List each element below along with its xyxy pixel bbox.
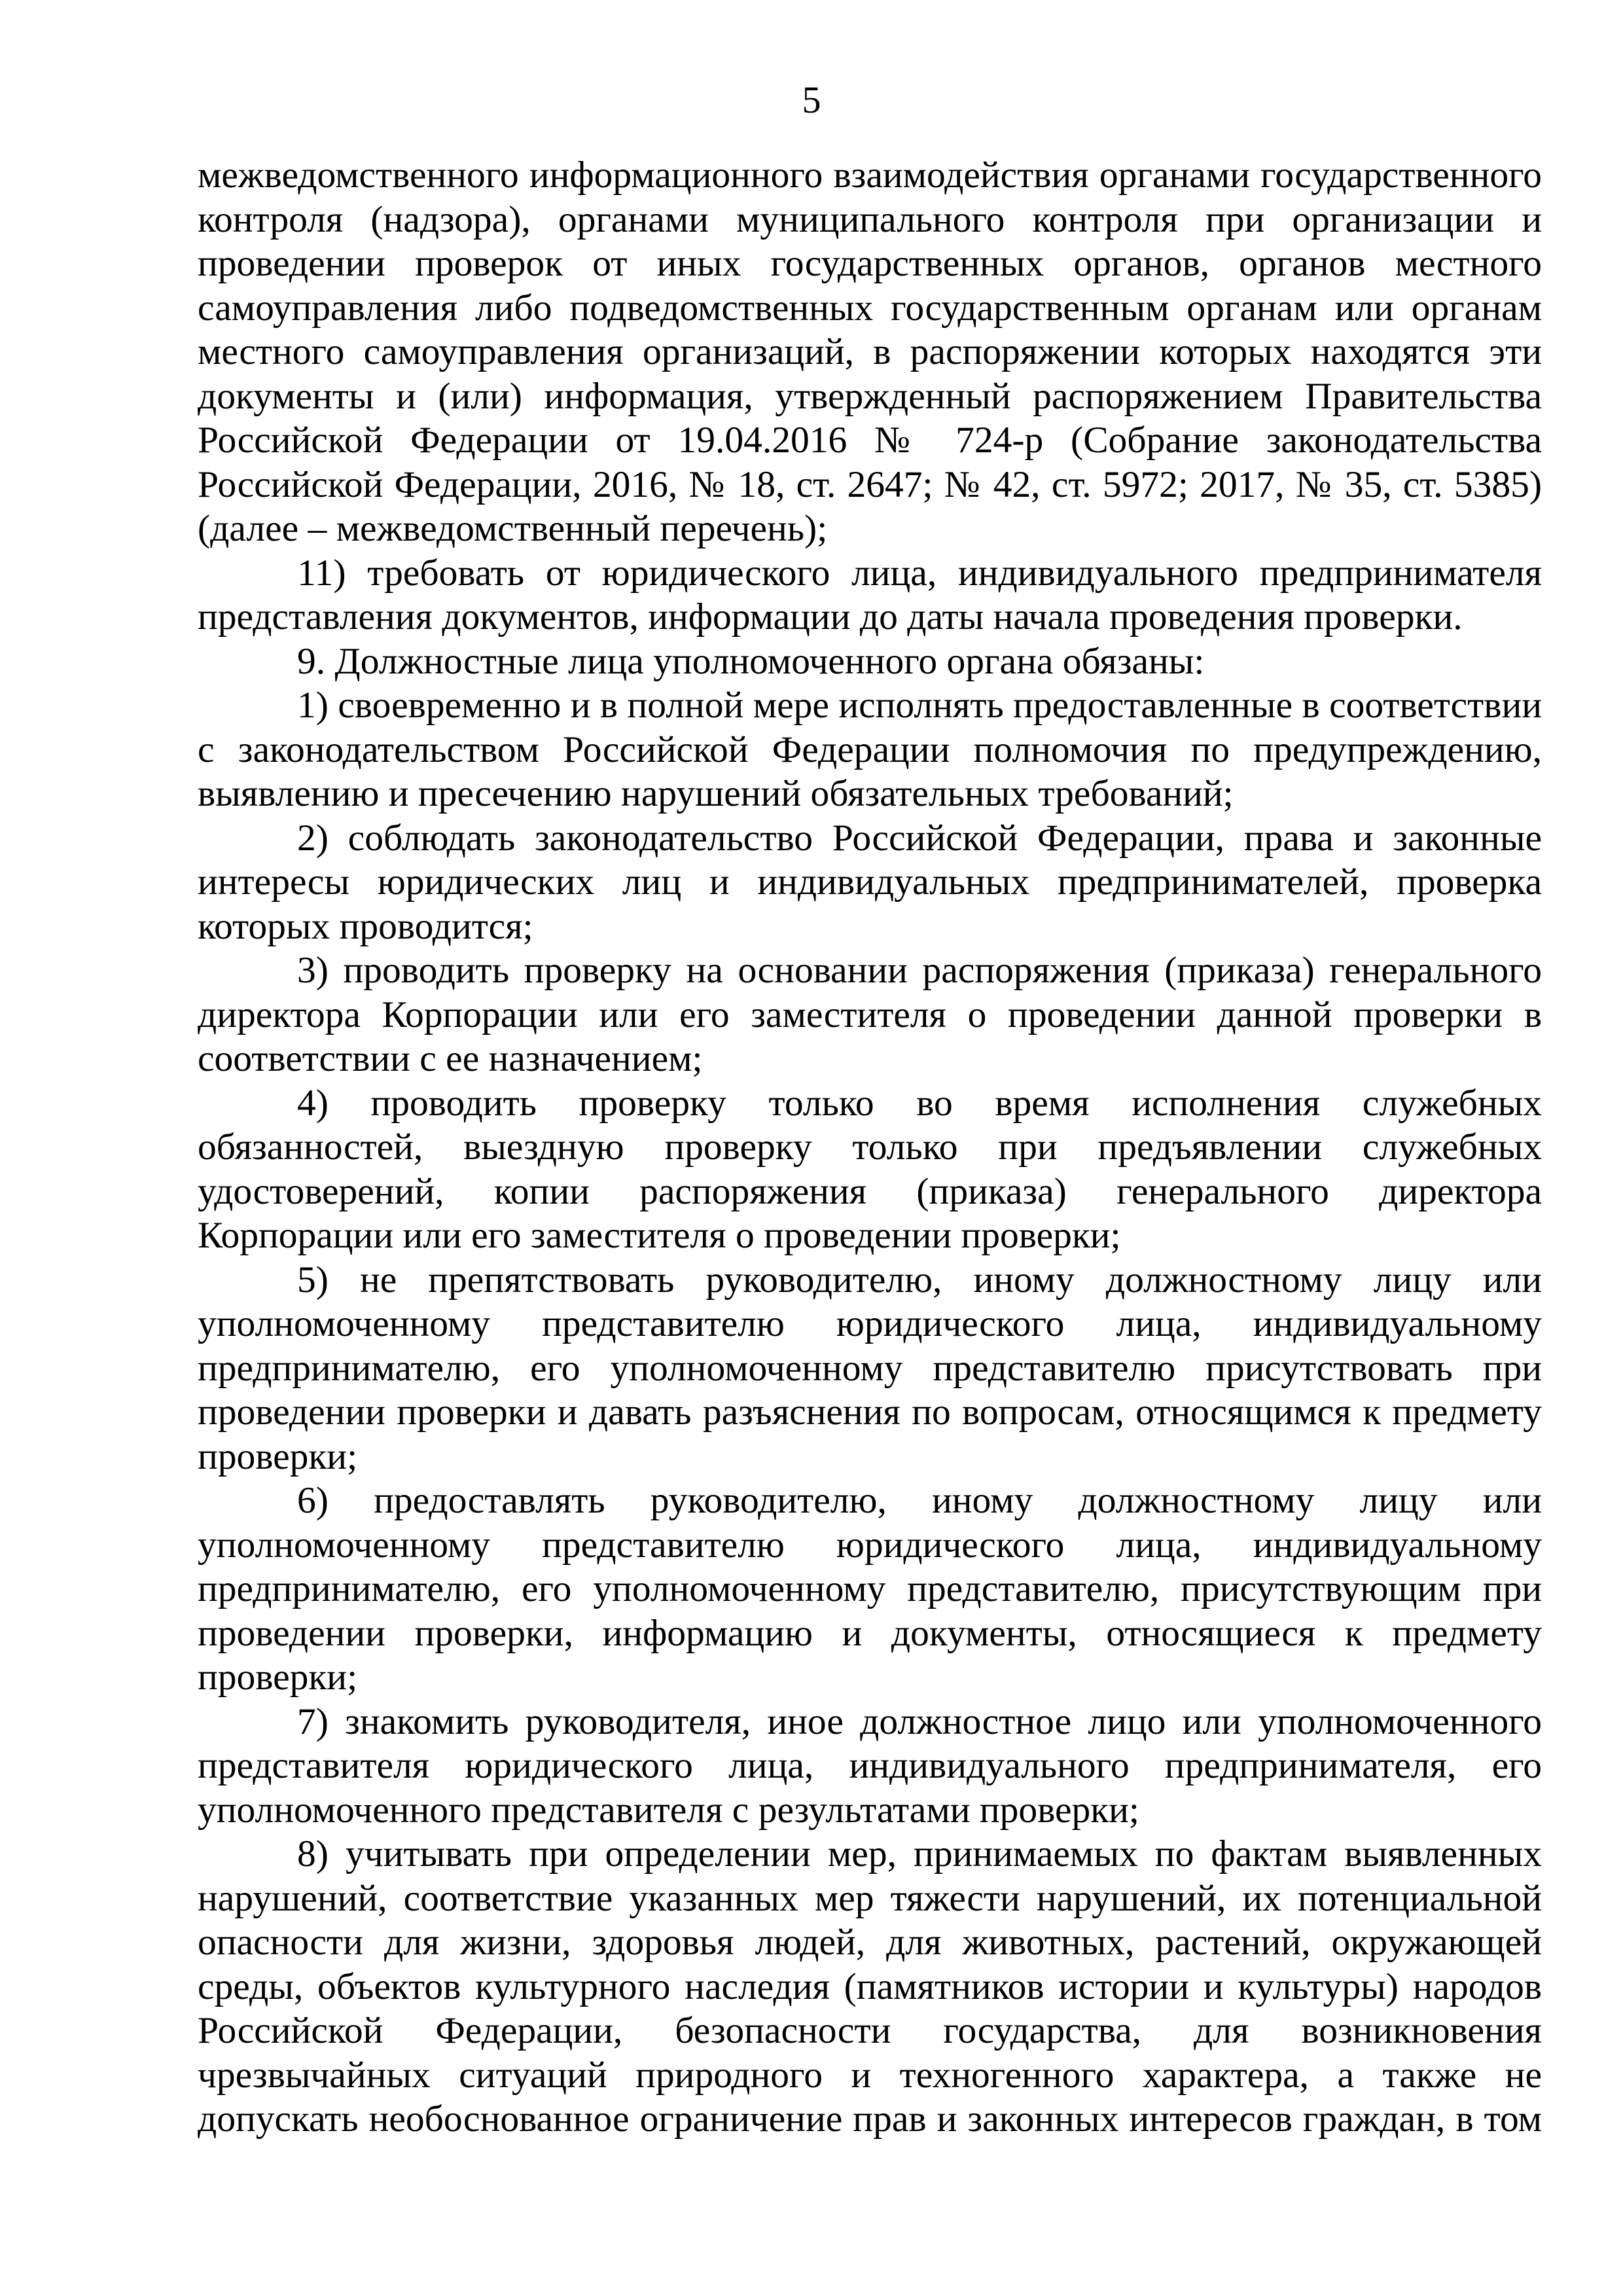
paragraph-interdepartmental-list-continuation: межведомственного информационного взаимодействия органами государственного контроля (надзора), органами муниципального контроля при организации и проведении проверок от иных государственных органов, органов местного самоуправления либо подведомственных государственным органам или органам местного самоуправления организаций, в распоряжении которых находятся эти документы и (или) информация, утвержденный распоряжением Правительства Российской Федерации от 19.04.2016 № 724-р (Собрание законодательства Российской Федерации, 2016, № 18, ст. 2647; № 42, ст. 5972; 2017, № 35, ст. 5385) (далее – межведомственный перечень); bbox=[198, 154, 1542, 549]
paragraph-duty-6: 6) предоставлять руководителю, иному должностному лицу или уполномоченному представителю юридического лица, индивидуальному предпринимателю, его уполномоченному представителю, присутствующим при проведении проверки, информацию и документы, относящиеся к предмету проверки; bbox=[198, 1480, 1542, 1698]
paragraph-item-11: 11) требовать от юридического лица, индивидуального предпринимателя представления документов, информации до даты начала проведения проверки. bbox=[198, 552, 1542, 637]
paragraph-section-9: 9. Должностные лица уполномоченного органа обязаны: bbox=[297, 640, 1205, 682]
paragraph-duty-7: 7) знакомить руководителя, иное должностное лицо или уполномоченного представителя юридического лица, индивидуального предпринимателя, его уполномоченного представителя с результатами проверки; bbox=[198, 1700, 1542, 1831]
paragraph-duty-2: 2) соблюдать законодательство Российской Федерации, права и законные интересы юридических лиц и индивидуальных предпринимателей, проверка которых проводится; bbox=[198, 817, 1542, 947]
paragraph-duty-8: 8) учитывать при определении мер, принимаемых по фактам выявленных нарушений, соответствие указанных мер тяжести нарушений, их потенциальной опасности для жизни, здоровья людей, для животных, растений, окружающей среды, объектов культурного наследия (памятников истории и культуры) народов Российской Федерации, безопасности государства, для возникновения чрезвычайных ситуаций природного и техногенного характера, а также не допускать необоснованное ограничение прав и законных интересов граждан, в том bbox=[198, 1833, 1542, 2140]
paragraph-duty-1: 1) своевременно и в полной мере исполнять предоставленные в соответствии с законодательством Российской Федерации полномочия по предупреждению, выявлению и пресечению нарушений обязательных требований; bbox=[198, 685, 1542, 814]
paragraph-duty-5: 5) не препятствовать руководителю, иному должностному лицу или уполномоченному представителю юридического лица, индивидуальному предпринимателю, его уполномоченному представителю присутствовать при проведении проверки и давать разъяснения по вопросам, относящимся к предмету проверки; bbox=[198, 1259, 1542, 1477]
document-body bbox=[198, 153, 1542, 2142]
page-number: 5 bbox=[802, 79, 821, 121]
paragraph-duty-4: 4) проводить проверку только во время исполнения служебных обязанностей, выездную проверку только при предъявлении служебных удостоверений, копии распоряжения (приказа) генерального директора Корпорации или его заместителя о проведении проверки; bbox=[198, 1082, 1542, 1256]
paragraph-duty-3: 3) проводить проверку на основании распоряжения (приказа) генерального директора Корпорации или его заместителя о проведении данной проверки в соответствии с ее назначением; bbox=[198, 950, 1542, 1079]
